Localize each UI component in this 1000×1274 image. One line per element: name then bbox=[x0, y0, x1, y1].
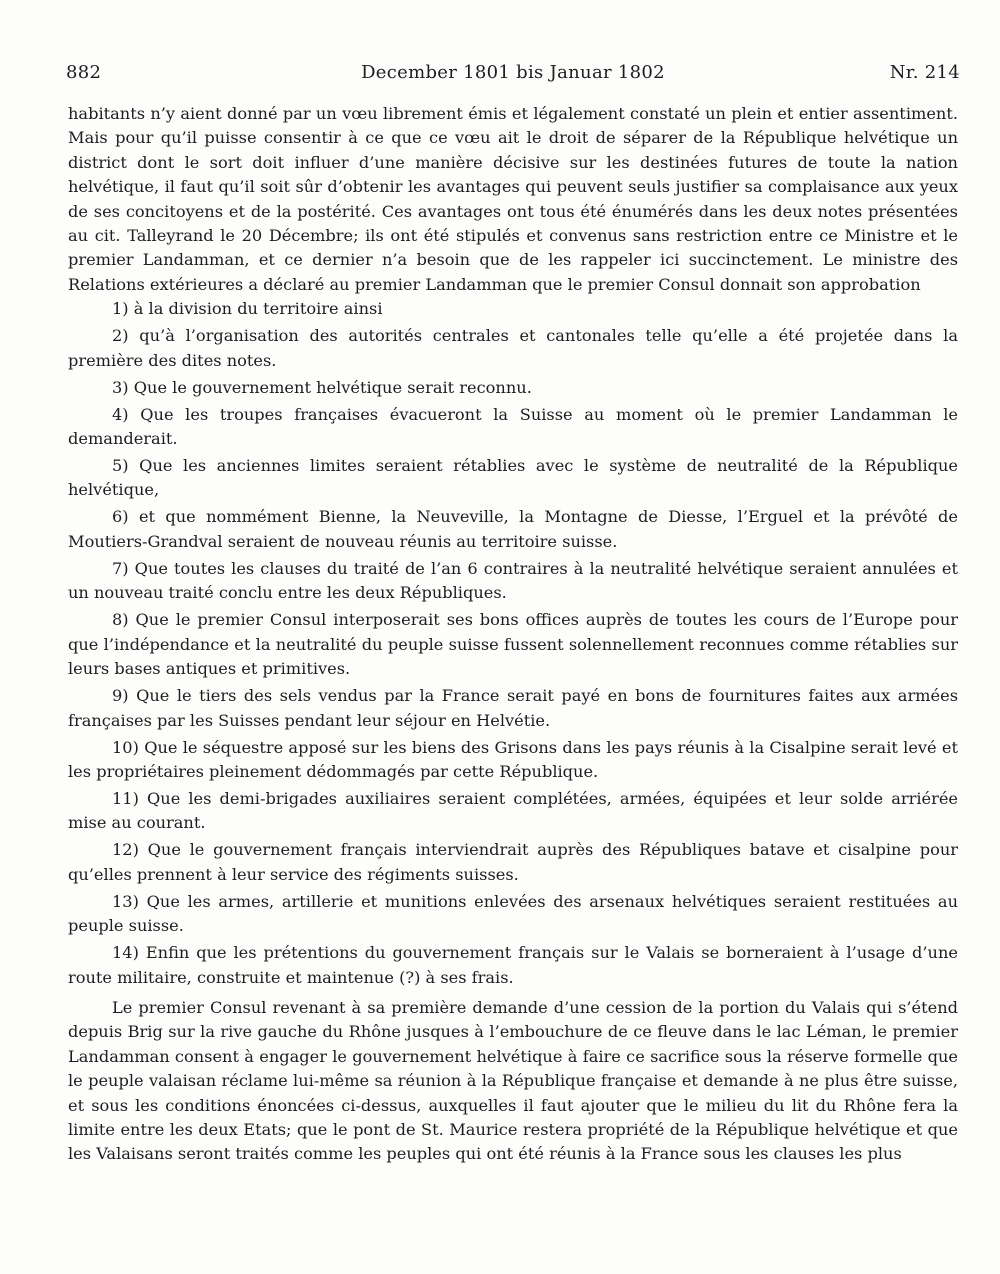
list-item: 2) qu’à l’organisation des autorités centrales et cantonales telle qu’elle a été projetée dans la première des dites notes. bbox=[68, 326, 958, 370]
list-item: 5) Que les anciennes limites seraient rétablies avec le système de neutralité de la République helvétique, bbox=[68, 456, 958, 500]
list-item: 14) Enfin que les prétentions du gouvernement français sur le Valais se borneraient à l’usage d’une route militaire, construite et maintenue (?) à ses frais. bbox=[68, 943, 958, 987]
list-item: 9) Que le tiers des sels vendus par la France serait payé en bons de fournitures faites aux armées françaises par les Suisses pendant leur séjour en Helvétie. bbox=[68, 686, 958, 730]
list-item: 1) à la division du territoire ainsi bbox=[112, 299, 383, 319]
list-item: 8) Que le premier Consul interposerait ses bons offices auprès de toutes les cours de l’Europe pour que l’indépendance et la neutralité du peuple suisse fussent solennellement reconnues comme rétablies sur leurs bases antiques et primitives. bbox=[68, 610, 958, 679]
page-header bbox=[66, 62, 960, 92]
list-item: 6) et que nommément Bienne, la Neuveville, la Montagne de Diesse, l’Erguel et la prévôté de Moutiers-Grandval seraient de nouveau réunis au territoire suisse. bbox=[68, 507, 958, 551]
paragraph: habitants n’y aient donné par un vœu librement émis et légalement constaté un plein et entier assentiment. Mais pour qu’il puisse consentir à ce que ce vœu ait le droit de séparer de la République helvétique un district dont le sort doit influer d’une manière décisive sur les destinées futures de toute la nation helvétique, il faut qu’il soit sûr d’obtenir les avantages qui peuvent seuls justifier sa complaisance aux yeux de ses concitoyens et de la postérité. Ces avantages ont tous été énumérés dans les deux notes présentées au cit. Talleyrand le 20 Décembre; ils ont été stipulés et convenus sans restriction entre ce Ministre et le premier Landamman, et ce dernier n’a besoin que de les rappeler ici succinctement. Le ministre des Relations extérieures a déclaré au premier Landamman que le premier Consul donnait son approbation bbox=[68, 104, 958, 294]
list-item: 4) Que les troupes françaises évacueront la Suisse au moment où le premier Landamman le demanderait. bbox=[68, 404, 958, 449]
list-item: 7) Que toutes les clauses du traité de l’an 6 contraires à la neutralité helvétique seraient annulées et un nouveau traité conclu entre les deux Républiques. bbox=[68, 558, 958, 603]
list-item: 3) Que le gouvernement helvétique serait reconnu. bbox=[112, 377, 532, 397]
list-item: 10) Que le séquestre apposé sur les biens des Grisons dans les pays réunis à la Cisalpine serait levé et les propriétaires pleinement dédommagés par cette République. bbox=[68, 737, 958, 781]
document-body bbox=[68, 102, 958, 1169]
running-title: December 1801 bis Januar 1802 bbox=[361, 62, 665, 83]
page-number: 882 bbox=[66, 62, 102, 83]
list-item: 11) Que les demi-brigades auxiliaires seraient complétées, armées, équipées et leur solde arriérée mise au courant. bbox=[68, 788, 958, 833]
list-item: 13) Que les armes, artillerie et munitions enlevées des arsenaux helvétiques seraient restituées au peuple suisse. bbox=[68, 891, 958, 936]
document-number: Nr. 214 bbox=[889, 62, 960, 83]
list-item: 12) Que le gouvernement français interviendrait auprès des Républiques batave et cisalpine pour qu’elles prennent à leur service des régiments suisses. bbox=[68, 840, 958, 884]
closing-paragraph: Le premier Consul revenant à sa première demande d’une cession de la portion du Valais qui s’étend depuis Brig sur la rive gauche du Rhône jusques à l’embouchure de ce fleuve dans le lac Léman, le premier Landamman consent à engager le gouvernement helvétique à faire ce sacrifice sous la réserve formelle que le peuple valaisan réclame lui-même sa réunion à la République française et demande à ne plus être suisse, et sous les conditions énoncées ci-dessus, auxquelles il faut ajouter que le milieu du lit du Rhône fera la limite entre les deux Etats; que le pont de St. Maurice restera propriété de la République helvétique et que les Valaisans seront traités comme les peuples qui ont été réunis à la France sous les clauses les plus bbox=[68, 997, 958, 1164]
